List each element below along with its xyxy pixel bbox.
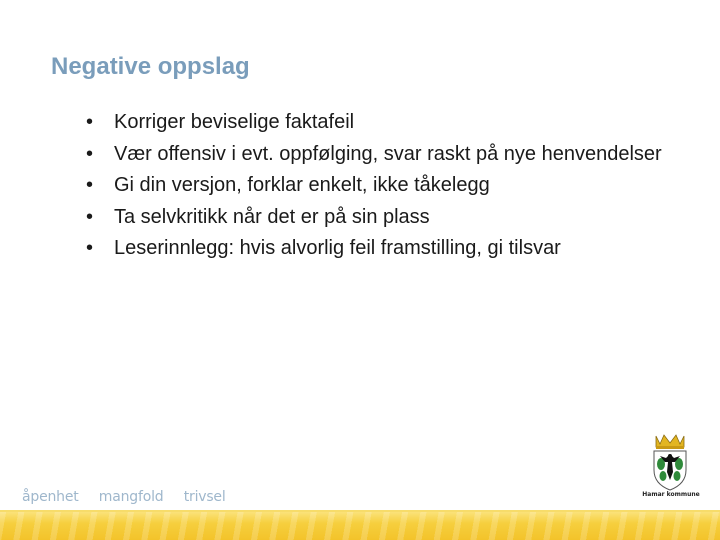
logo-caption: Hamar kommune [642,491,700,498]
bullet-item: • Vær offensiv i evt. oppfølging, svar raskt på nye henvendelser [86,143,716,167]
slogan-word: åpenhet [22,489,79,505]
slogan-word: mangfold [98,489,164,505]
bullet-list [86,111,716,269]
slide-title: Negative oppslag [51,53,250,80]
bullet-item: • Leserinnlegg: hvis alvorlig feil framstilling, gi tilsvar [86,237,716,261]
bullet-item: • Korriger beviselige faktafeil [86,111,716,135]
slogan-word: trivsel [183,489,226,505]
bullet-item: • Gi din versjon, forklar enkelt, ikke tåkelegg [86,174,716,198]
crest-icon [630,432,710,492]
crown-icon [656,435,684,449]
bullet-item: • Ta selvkritikk når det er på sin plass [86,206,716,230]
footer-slogan [22,489,242,505]
footer-stripe [0,512,720,540]
